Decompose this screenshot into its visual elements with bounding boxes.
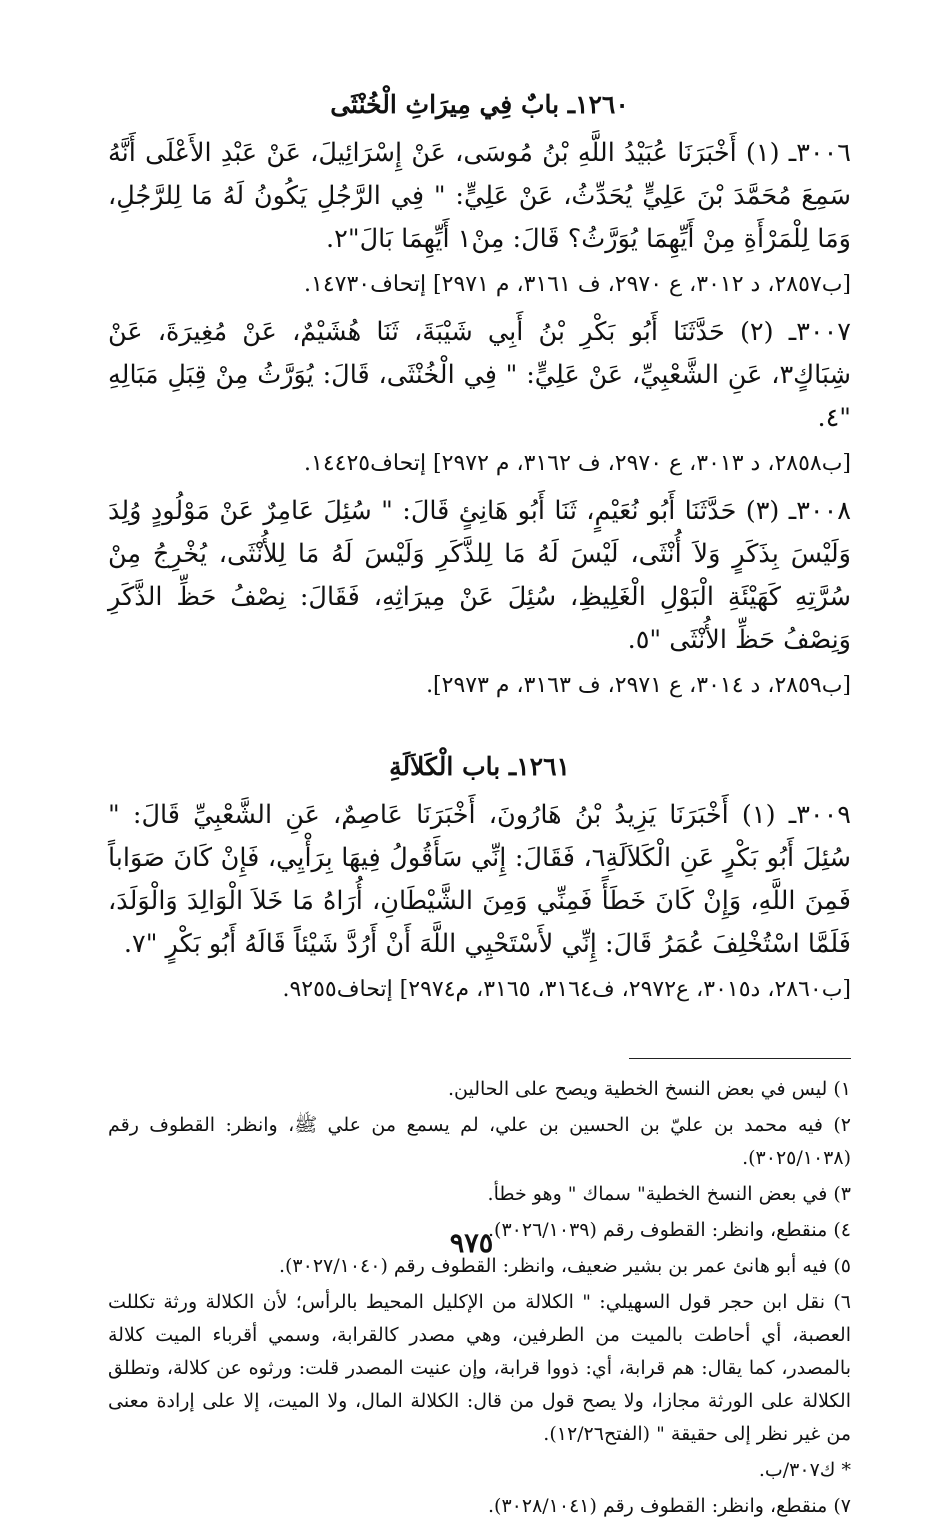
hadith-text: ٣٠٠٦ـ (١) أَخْبَرَنَا عُبَيْدُ اللَّهِ بْنُ مُوسَى، عَنْ إِسْرَائِيلَ، عَنْ عَبْدِ الأَعْلَى أَنَّهُ سَمِعَ مُحَمَّدَ بْنَ عَلِيٍّ يُحَدِّثُ، عَنْ عَلِيٍّ: " فِي الرَّجُلِ يَكُونُ لَهُ مَا لِلرَّجُلِ، وَمَا لِلْمَرْأَةِ مِنْ أَيِّهِمَا يُوَرَّثُ؟ قَالَ: مِنْ١ أَيِّهِمَا بَالَ"٢. (108, 138, 851, 254)
footnote: ٥) فيه أبو هانئ عمر بن بشير ضعيف، وانظر: القطوف رقم (٣٠٢٧/١٠٤٠). (278, 1255, 851, 1277)
footnote: ٤) منقطع، وانظر: القطوف رقم (٣٠٢٦/١٠٣٩). (488, 1219, 851, 1241)
chapter-title: ١٢٦٠ـ بابٌ فِي مِيرَاثِ الْخُنْثَى (330, 90, 629, 119)
hadith-references: [ب٢٨٦٠، د٣٠١٥، ع٢٩٧٢، ف٣١٦٤، ٣١٦٥، م٢٩٧٤] إتحاف٩٢٥٥. (282, 977, 851, 1002)
footnote: ٣) في بعض النسخ الخطية" سماك " وهو خطأ. (487, 1183, 851, 1205)
footnote: ٦) نقل ابن حجر قول السهيلي: " الكلالة من الإكليل المحيط بالرأس؛ لأن الكلالة ورثة تكللت العصبة، أي أحاطت بالميت من الطرفين، وهي مصدر كالقرابة، وسمي أقرباء الميت كلالة بالمصدر، كما يقال: هم قرابة، أي: ذووا قرابة، وإن عنيت المصدر قلت: ورثوه عن كلالة، وتطلق الكلالة على الورثة مجازا، ولا يصح قول من قال: الكلالة المال، ولا الميت، إلا على إرادة معنى من غير نظر إلى حقيقة " (الفتح١٢/٢٦). (108, 1291, 852, 1445)
footnote: ٢) فيه محمد بن عليّ بن الحسين بن علي، لم يسمع من علي ﷺ، وانظر: القطوف رقم (٣٠٢٥/١٠٣٨). (108, 1114, 851, 1169)
page-number: ٩٧٥ (449, 1228, 494, 1259)
hadith-references: [ب٢٨٥٨، د ٣٠١٣، ع ٢٩٧٠، ف ٣١٦٢، م ٢٩٧٢] إتحاف١٤٤٢٥. (304, 451, 851, 476)
footnote: ١) ليس في بعض النسخ الخطية ويصح على الحالين. (447, 1078, 851, 1100)
chapter-title: ١٢٦١ـ باب الْكَلاَلَةِ (389, 752, 570, 781)
hadith-text: ٣٠٠٩ـ (١) أَخْبَرَنَا يَزِيدُ بْنُ هَارُونَ، أَخْبَرَنَا عَاصِمٌ، عَنِ الشَّعْبِيِّ قَالَ: " سُئِلَ أَبُو بَكْرٍ عَنِ الْكَلاَلَةِ٦، فَقَالَ: إِنِّي سَأَقُولُ فِيهَا بِرَأْيِي، فَإِنْ كَانَ صَوَاباً فَمِنَ اللَّهِ، وَإِنْ كَانَ خَطَأً فَمِنِّي وَمِنَ الشَّيْطَانِ، أُرَاهُ مَا خَلاَ الْوَالِدَ وَالْوَلَدَ، فَلَمَّا اسْتُخْلِفَ عُمَرُ قَالَ: إِنِّي لأَسْتَحْيِي اللَّهَ أَنْ أَرُدَّ شَيْئاً قَالَهُ أَبُو بَكْرٍ "٧. (108, 800, 851, 959)
footnote-divider (629, 1058, 851, 1059)
hadith-text: ٣٠٠٧ـ (٢) حَدَّثَنَا أَبُو بَكْرِ بْنُ أَبِي شَيْبَةَ، ثَنَا هُشَيْمٌ، عَنْ مُغِيرَةَ، عَنْ شِبَاكٍ٣، عَنِ الشَّعْبِيِّ، عَنْ عَلِيٍّ: " فِي الْخُنْثَى، قَالَ: يُوَرَّثُ مِنْ قِبَلِ مَبَالِهِ "٤. (108, 317, 852, 433)
footnote: ٧) منقطع، وانظر: القطوف رقم (٣٠٢٨/١٠٤١). (488, 1495, 851, 1517)
footnotes (108, 1073, 851, 1523)
footnote: * ك٣٠٧/ب. (758, 1459, 851, 1481)
hadith-text: ٣٠٠٨ـ (٣) حَدَّثَنَا أَبُو نُعَيْمٍ، ثَنَا أَبُو هَانِئٍ قَالَ: " سُئِلَ عَامِرٌ عَنْ مَوْلُودٍ وُلِدَ وَلَيْسَ بِذَكَرٍ وَلاَ أُنْثَى، لَيْسَ لَهُ مَا لِلذَّكَرِ وَلَيْسَ لَهُ مَا لِلأُنْثَى، يُخْرِجُ مِنْ سُرَّتِهِ كَهَيْئَةِ الْبَوْلِ الْغَلِيظِ، سُئِلَ عَنْ مِيرَاثِهِ، فَقَالَ: نِصْفُ حَظِّ الذَّكَرِ وَنِصْفُ حَظِّ الأُنْثَى "٥. (108, 496, 851, 655)
hadith-references: [ب٢٨٥٧، د ٣٠١٢، ع ٢٩٧٠، ف ٣١٦١، م ٢٩٧١] إتحاف١٤٧٣٠. (304, 272, 851, 297)
hadith-references: [ب٢٨٥٩، د ٣٠١٤، ع ٢٩٧١، ف ٣١٦٣، م ٢٩٧٣]. (426, 673, 851, 698)
